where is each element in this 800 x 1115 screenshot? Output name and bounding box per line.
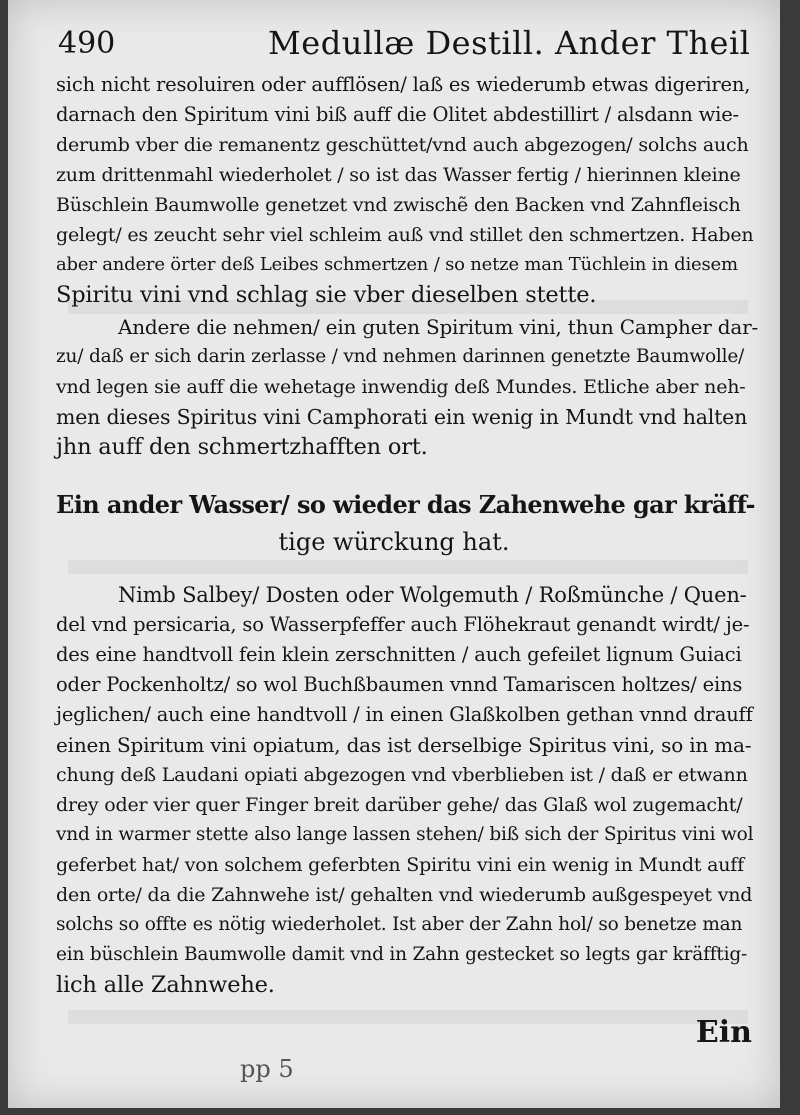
text-line: Spiritu vini vnd schlag sie vber dieselben stette. <box>56 282 597 308</box>
text-line: del vnd persicaria, so Wasserpfeffer auch Flöhekraut genandt wirdt/ je- <box>56 613 750 636</box>
text-line: einen Spiritum vini opiatum, das ist derselbige Spiritus vini, so in ma- <box>56 733 752 757</box>
running-title: Medullæ Destill. Ander Theil <box>268 24 751 62</box>
text-line: geferbet hat/ von solchem geferbten Spiritu vini ein wenig in Mundt auff <box>56 854 744 876</box>
text-line: Andere die nehmen/ ein guten Spiritum vini, thun Campher dar- <box>118 315 759 339</box>
bleed-through-mark <box>68 560 748 574</box>
page-header <box>48 18 752 68</box>
text-line: darnach den Spiritum vini biß auff die Olitet abdestillirt / alsdann wie- <box>56 103 739 126</box>
page-number: 490 <box>58 26 116 61</box>
text-line: derumb vber die remanentz geschüttet/vnd auch abgezogen/ solchs auch <box>56 134 749 156</box>
text-line: Büschlein Baumwolle genetzet vnd zwischẽ den Backen vnd Zahnfleisch <box>56 194 741 216</box>
text-line: jhn auff den schmertzhafften ort. <box>56 434 428 460</box>
text-line: chung deß Laudani opiati abgezogen vnd vberblieben ist / daß er etwann <box>56 764 748 786</box>
text-line: sich nicht resoluiren oder aufflösen/ laß es wiederumb etwas digeriren, <box>56 73 751 96</box>
text-line: lich alle Zahnwehe. <box>56 972 275 998</box>
text-line: ein büschlein Baumwolle damit vnd in Zahn gestecket so legts gar kräfftig- <box>56 944 748 965</box>
section-heading-continuation: tige würckung hat. <box>278 528 510 556</box>
text-line: des eine handtvoll fein klein zerschnitten / auch gefeilet lignum Guiaci <box>56 643 742 666</box>
text-line: vnd legen sie auff die wehetage inwendig deß Mundes. Etliche aber neh- <box>56 376 746 398</box>
text-line: solchs so offte es nötig wiederholet. Ist aber der Zahn hol/ so benetze man <box>56 914 743 935</box>
text-line: men dieses Spiritus vini Camphorati ein wenig in Mundt vnd halten <box>56 405 748 429</box>
text-line: Nimb Salbey/ Dosten oder Wolgemuth / Roßmünche / Quen- <box>118 583 747 607</box>
book-page <box>8 0 780 1108</box>
text-line: zu/ daß er sich darin zerlasse / vnd nehmen darinnen genetzte Baumwolle/ <box>56 346 745 367</box>
text-line: vnd in warmer stette also lange lassen stehen/ biß sich der Spiritus vini wol <box>56 824 754 845</box>
section-heading: Ein ander Wasser/ so wieder das Zahenwehe gar kräff- <box>56 490 755 519</box>
text-line: aber andere örter deß Leibes schmertzen / so netze man Tüchlein in diesem <box>56 254 738 275</box>
text-line: drey oder vier quer Finger breit darüber gehe/ das Glaß wol zugemacht/ <box>56 794 743 816</box>
bleed-through-mark <box>68 1010 748 1024</box>
text-line: zum drittenmahl wiederholet / so ist das Wasser fertig / hierinnen kleine <box>56 164 741 186</box>
text-line: den orte/ da die Zahnwehe ist/ gehalten vnd wiederumb außgespeyet vnd <box>56 884 753 906</box>
text-line: jeglichen/ auch eine handtvoll / in einen Glaßkolben gethan vnnd drauff <box>56 703 753 726</box>
text-line: oder Pockenholtz/ so wol Buchßbaumen vnnd Tamariscen holtzes/ eins <box>56 673 743 696</box>
signature-mark: pp 5 <box>240 1055 294 1083</box>
catchword: Ein <box>695 1015 752 1050</box>
text-line: gelegt/ es zeucht sehr viel schleim auß vnd stillet den schmertzen. Haben <box>56 224 754 246</box>
